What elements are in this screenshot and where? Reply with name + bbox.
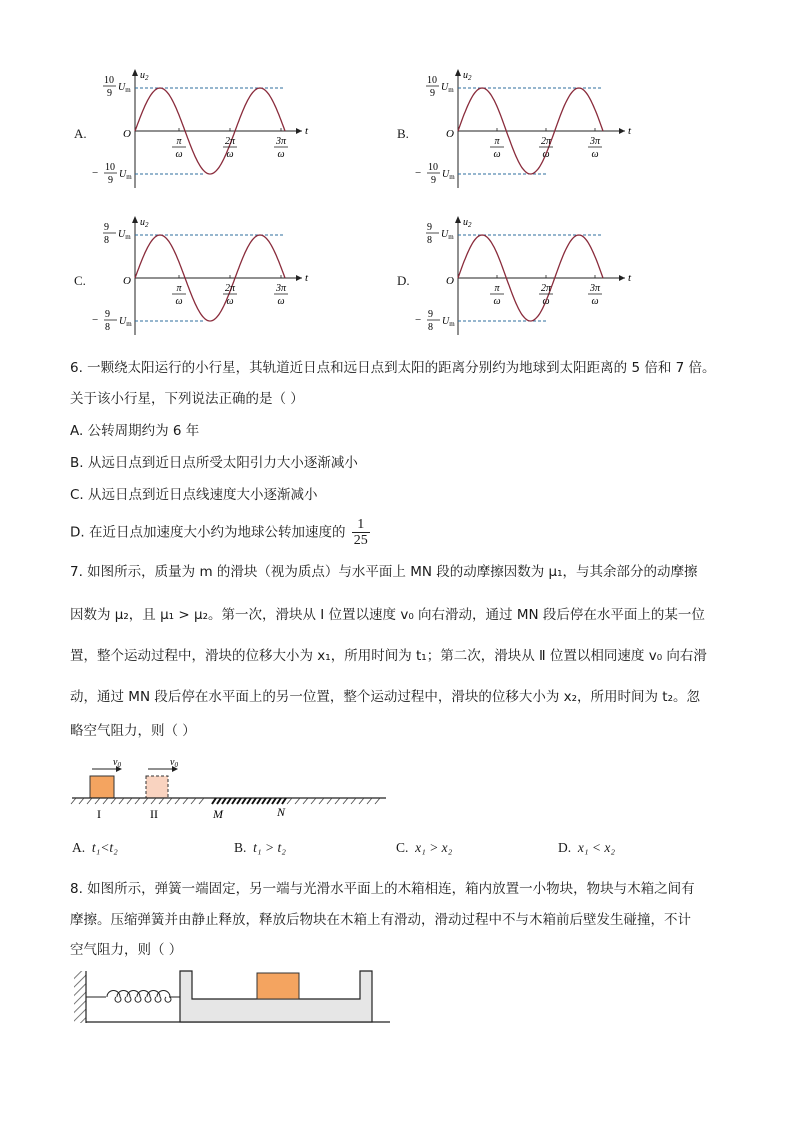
- origin-label: O: [123, 275, 131, 287]
- fraction-den: 8: [105, 322, 110, 333]
- ground-hatch-line: [71, 798, 76, 804]
- fraction-num: 9: [428, 309, 433, 320]
- peak-label: [426, 222, 454, 246]
- q7-stem-line4: 动，通过 MN 段后停在水平面上的另一位置，整个运动过程中，滑块的位移大小为 x₂，所用时间为 t₂。忽: [70, 689, 701, 705]
- x-axis-label: t: [628, 272, 632, 284]
- tick-den: ω: [277, 296, 285, 307]
- q6-option-d-text: D. 在近日点加速度大小约为地球公转加速度的: [70, 524, 346, 541]
- q6-stem-line2: 关于该小行星，下列说法正确的是（ ）: [70, 391, 304, 407]
- y-axis-arrow: [132, 216, 138, 223]
- tick-den: ω: [493, 296, 501, 307]
- option-d-graph: [413, 215, 643, 345]
- x-axis-arrow: [296, 275, 302, 281]
- q7-option-b: B. t₁ > t₂: [234, 840, 286, 855]
- q6-option-d-fraction: [352, 517, 370, 548]
- ground-hatch-line: [367, 798, 372, 804]
- ground-hatch-line: [303, 798, 308, 804]
- x-axis-label: t: [305, 125, 309, 137]
- fraction-den: 9: [431, 175, 436, 186]
- um-label: $U_m$: [441, 82, 454, 94]
- option-a-svg: [90, 68, 320, 198]
- origin-label: O: [446, 275, 454, 287]
- y-axis-arrow: [455, 216, 461, 223]
- mn-hatch-line: [257, 798, 261, 804]
- um-label: $U_m$: [441, 229, 454, 241]
- ground-hatch-line: [151, 798, 156, 804]
- option-a-letter: A.: [74, 126, 87, 141]
- ground-hatch-line: [159, 798, 164, 804]
- ground-hatch-line: [199, 798, 204, 804]
- q8-stem-line3: 空气阻力，则（ ）: [70, 942, 183, 958]
- origin-label: O: [123, 128, 131, 140]
- fraction-den: 8: [427, 235, 432, 246]
- ground-hatch-line: [143, 798, 148, 804]
- um-label: $U_m$: [119, 316, 132, 328]
- mn-hatch-line: [222, 798, 226, 804]
- fraction-num: 9: [104, 222, 109, 233]
- fraction-num: 9: [427, 222, 432, 233]
- q7-option-a: A. t₁<t₂: [72, 840, 118, 855]
- trough-label: [92, 162, 132, 186]
- ground-hatch-line: [319, 798, 324, 804]
- fraction-den: 9: [107, 88, 112, 99]
- q6-option-d: [70, 517, 370, 548]
- q8-figure: [70, 965, 400, 1027]
- y-axis-label: $u_2$: [463, 70, 472, 82]
- q7-option-d: D. x₁ < x₂: [558, 840, 616, 855]
- minus-sign: −: [92, 167, 99, 179]
- y-axis-arrow: [455, 69, 461, 76]
- fraction-den: 9: [108, 175, 113, 186]
- ground-hatch-line: [351, 798, 356, 804]
- mn-hatch-line: [227, 798, 231, 804]
- ground-hatch-line: [95, 798, 100, 804]
- x-axis-arrow: [619, 275, 625, 281]
- tick-den: ω: [493, 149, 501, 160]
- ground-hatch-line: [135, 798, 140, 804]
- q7-v-label-2: $v_0$: [170, 757, 178, 769]
- ground-hatch-line: [175, 798, 180, 804]
- mn-hatch-line: [212, 798, 216, 804]
- trough-label: [415, 309, 455, 333]
- spring-coils: [107, 990, 171, 1002]
- ground-hatch-line: [359, 798, 364, 804]
- tick-den: ω: [591, 296, 599, 307]
- ground-hatch-line: [127, 798, 132, 804]
- q8-stem-line2: 摩擦。压缩弹簧并由静止释放，释放后物块在木箱上有滑动，滑动过程中不与木箱前后壁发生碰撞，不计: [70, 912, 691, 928]
- option-d-svg: [413, 215, 643, 345]
- ground-hatch-line: [343, 798, 348, 804]
- y-axis-arrow: [132, 69, 138, 76]
- tick-den: ω: [542, 149, 550, 160]
- tick-num: 3π: [275, 136, 287, 147]
- fraction-num: 9: [105, 309, 110, 320]
- mn-hatch-line: [232, 798, 236, 804]
- option-c-svg: [90, 215, 320, 345]
- tick-num: π: [176, 136, 182, 147]
- q7-label-i: I: [97, 807, 101, 821]
- ground-hatch-line: [167, 798, 172, 804]
- tick-num: 2π: [224, 283, 236, 294]
- fraction-num: 10: [428, 162, 438, 173]
- x-axis-label: t: [305, 272, 309, 284]
- option-c-letter: C.: [74, 273, 86, 288]
- tick-num: 3π: [589, 136, 601, 147]
- option-d-letter: D.: [397, 273, 410, 288]
- minus-sign: −: [92, 314, 99, 326]
- ground-hatch-line: [295, 798, 300, 804]
- q6-stem-line1: 6. 一颗绕太阳运行的小行星，其轨道近日点和远日点到太阳的距离分别约为地球到太阳距离的 5 倍和 7 倍。: [70, 360, 716, 376]
- q8-spring: [86, 990, 180, 1002]
- mn-hatch-line: [262, 798, 266, 804]
- option-b-graph: [413, 68, 643, 198]
- peak-label: [103, 75, 131, 99]
- ground-hatch-line: [311, 798, 316, 804]
- ground-hatch-line: [103, 798, 108, 804]
- option-b-letter: B.: [397, 126, 409, 141]
- origin-label: O: [446, 128, 454, 140]
- q7-block-solid: [90, 776, 114, 798]
- q8-stem-line1: 8. 如图所示，弹簧一端固定，另一端与光滑水平面上的木箱相连，箱内放置一小物块，物块与木箱之间有: [70, 881, 695, 897]
- um-label: $U_m$: [119, 169, 132, 181]
- minus-sign: −: [415, 314, 422, 326]
- q7-label-m: M: [213, 807, 223, 821]
- q7-figure: [70, 752, 390, 824]
- tick-den: ω: [277, 149, 285, 160]
- tick-num: π: [494, 136, 500, 147]
- tick-num: π: [494, 283, 500, 294]
- ground-hatch-line: [375, 798, 380, 804]
- q6-option-b: B. 从远日点到近日点所受太阳引力大小逐渐减小: [70, 455, 358, 471]
- ground-hatch-line: [183, 798, 188, 804]
- um-label: $U_m$: [118, 82, 131, 94]
- q6-option-a: A. 公转周期约为 6 年: [70, 423, 200, 439]
- ground-hatch-line: [119, 798, 124, 804]
- tick-num: π: [176, 283, 182, 294]
- tick-den: ω: [226, 296, 234, 307]
- mn-hatch-line: [267, 798, 271, 804]
- q7-mn-hatch: [212, 798, 286, 804]
- ground-hatch-line: [287, 798, 292, 804]
- ground-hatch-line: [79, 798, 84, 804]
- q7-stem-line3: 置，整个运动过程中，滑块的位移大小为 x₁，所用时间为 t₁；第二次，滑块从 Ⅱ 位置以相同速度 v₀ 向右滑: [70, 648, 707, 664]
- tick-num: 2π: [224, 136, 236, 147]
- q6-option-c: C. 从远日点到近日点线速度大小逐渐减小: [70, 487, 318, 503]
- q7-label-n: N: [277, 805, 286, 819]
- tick-den: ω: [226, 149, 234, 160]
- option-a-graph: [90, 68, 320, 198]
- fraction-den: 9: [430, 88, 435, 99]
- q7-v-label-1: $v_0$: [113, 757, 121, 769]
- fraction-num: 10: [104, 75, 114, 86]
- um-label: $U_m$: [442, 169, 455, 181]
- q7-stem-line5: 略空气阻力，则（ ）: [70, 723, 196, 739]
- tick-num: 2π: [540, 136, 552, 147]
- mn-hatch-line: [242, 798, 246, 804]
- q8-wall: [74, 971, 86, 1023]
- tick-den: ω: [175, 296, 183, 307]
- option-c-graph: [90, 215, 320, 345]
- peak-label: [426, 75, 454, 99]
- trough-label: [92, 309, 132, 333]
- mn-hatch-line: [252, 798, 256, 804]
- x-axis-label: t: [628, 125, 632, 137]
- tick-den: ω: [542, 296, 550, 307]
- fraction-num: 10: [105, 162, 115, 173]
- q7-label-ii: II: [150, 807, 158, 821]
- ground-hatch-line: [111, 798, 116, 804]
- mn-hatch-line: [272, 798, 276, 804]
- mn-hatch-line: [237, 798, 241, 804]
- mn-hatch-line: [277, 798, 281, 804]
- y-axis-label: $u_2$: [140, 217, 149, 229]
- mn-hatch-line: [247, 798, 251, 804]
- tick-num: 3π: [275, 283, 287, 294]
- um-label: $U_m$: [118, 229, 131, 241]
- fraction-den: 8: [428, 322, 433, 333]
- peak-label: [103, 222, 131, 246]
- mn-hatch-line: [217, 798, 221, 804]
- trough-label: [415, 162, 455, 186]
- tick-den: ω: [591, 149, 599, 160]
- y-axis-label: $u_2$: [463, 217, 472, 229]
- q6-fraction-den: 25: [353, 533, 368, 548]
- q6-fraction-num: 1: [352, 517, 370, 533]
- ground-hatch-line: [191, 798, 196, 804]
- fraction-num: 10: [427, 75, 437, 86]
- q7-stem-line1: 7. 如图所示，质量为 m 的滑块（视为质点）与水平面上 MN 段的动摩擦因数为 μ₁，与其余部分的动摩擦: [70, 564, 698, 580]
- y-axis-label: $u_2$: [140, 70, 149, 82]
- q7-stem-line2: 因数为 μ₂，且 μ₁ > μ₂。第一次，滑块从 Ⅰ 位置以速度 v₀ 向右滑动，通过 MN 段后停在水平面上的某一位: [70, 607, 705, 623]
- mn-hatch-line: [282, 798, 286, 804]
- um-label: $U_m$: [442, 316, 455, 328]
- ground-hatch-line: [335, 798, 340, 804]
- option-b-svg: [413, 68, 643, 198]
- q7-option-c: C. x₁ > x₂: [396, 840, 453, 855]
- fraction-den: 8: [104, 235, 109, 246]
- tick-num: 3π: [589, 283, 601, 294]
- tick-num: 2π: [540, 283, 552, 294]
- x-axis-arrow: [296, 128, 302, 134]
- q7-block-dashed: [146, 776, 168, 798]
- tick-den: ω: [175, 149, 183, 160]
- x-axis-arrow: [619, 128, 625, 134]
- ground-hatch-line: [327, 798, 332, 804]
- q8-block: [257, 973, 299, 999]
- ground-hatch-line: [87, 798, 92, 804]
- minus-sign: −: [415, 167, 422, 179]
